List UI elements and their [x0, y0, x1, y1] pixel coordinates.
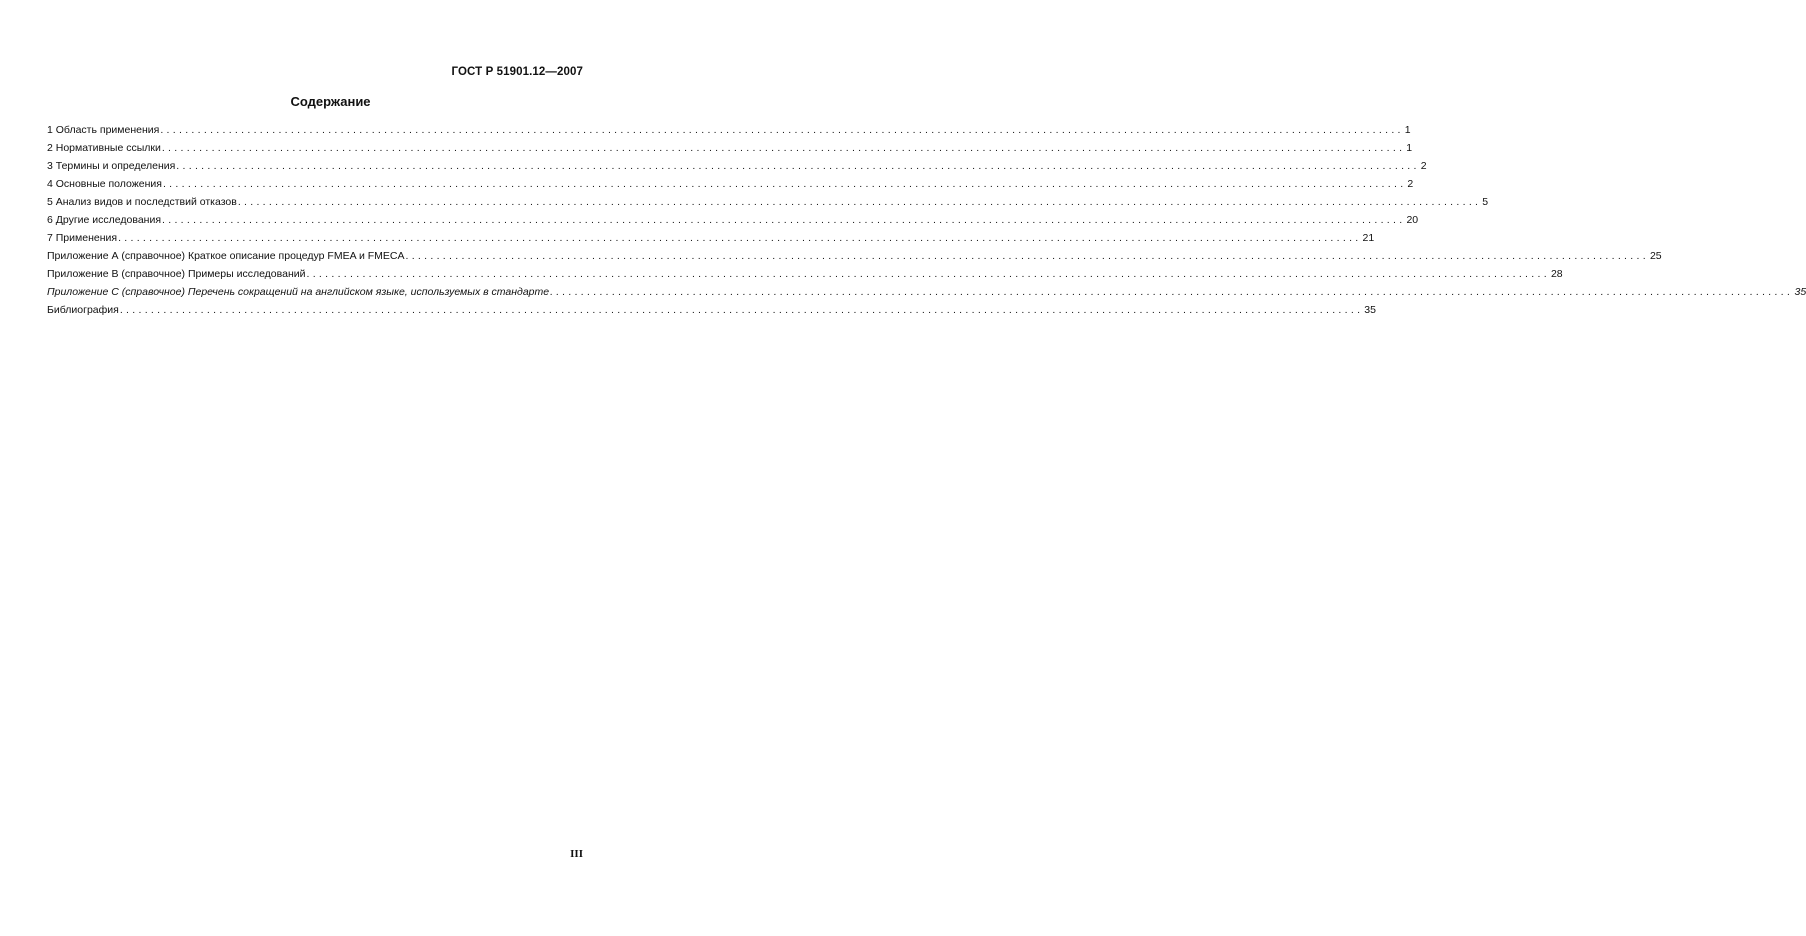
- toc-entry-text: 6 Другие исследования: [47, 214, 162, 226]
- toc-leader-dots: ........................................................................................................................................................................................................: [176, 160, 1420, 172]
- toc-entry-text: 7 Применения: [47, 232, 118, 244]
- toc-entry-text: Приложение С (справочное) Перечень сокращений на английском языке, используемых в стандарте: [47, 286, 550, 298]
- toc-entry[interactable]: [47, 229, 1375, 247]
- toc-entry[interactable]: [47, 157, 1427, 175]
- toc-entry-page: 35: [1794, 286, 1806, 298]
- toc-leader-dots: ........................................................................................................................................................................................................: [162, 214, 1406, 226]
- toc-entry[interactable]: [47, 265, 1563, 283]
- toc-title: Содержание: [290, 94, 371, 109]
- toc-entry-page: 28: [1550, 268, 1563, 280]
- toc-entry-page: 1: [1404, 124, 1411, 136]
- toc-leader-dots: ........................................................................................................................................................................................................: [119, 304, 1364, 316]
- toc-entry-text: 1 Область применения: [47, 124, 160, 136]
- toc-leader-dots: ........................................................................................................................................................................................................: [162, 178, 1407, 190]
- toc-entry-text: 3 Термины и определения: [47, 160, 176, 172]
- toc-entry-page: 35: [1364, 304, 1376, 316]
- toc-entry-text: Приложение В (справочное) Примеры исследований: [47, 268, 306, 280]
- toc-leader-dots: ........................................................................................................................................................................................................: [118, 232, 1362, 244]
- table-of-contents: [47, 121, 1806, 319]
- toc-entry-text: 5 Анализ видов и последствий отказов: [47, 196, 237, 208]
- toc-entry[interactable]: [47, 211, 1419, 229]
- toc-entry[interactable]: [47, 139, 1413, 157]
- toc-entry-text: Приложение А (справочное) Краткое описание процедур FMEA и FMECA: [47, 250, 405, 262]
- toc-entry[interactable]: [47, 283, 1806, 301]
- toc-entry-text: 2 Нормативные ссылки: [47, 142, 161, 154]
- toc-entry[interactable]: [47, 301, 1376, 319]
- toc-entry[interactable]: [47, 175, 1414, 193]
- toc-entry-page: 1: [1406, 142, 1413, 154]
- toc-entry-text: Библиография: [47, 304, 119, 316]
- toc-leader-dots: ........................................................................................................................................................................................................: [405, 250, 1649, 262]
- toc-leader-dots: ........................................................................................................................................................................................................: [550, 286, 1794, 298]
- toc-entry-page: 21: [1362, 232, 1375, 244]
- toc-entry-page: 2: [1407, 178, 1414, 190]
- toc-leader-dots: ........................................................................................................................................................................................................: [160, 124, 1404, 136]
- toc-entry[interactable]: [47, 121, 1411, 139]
- toc-entry-text: 4 Основные положения: [47, 178, 162, 190]
- toc-leader-dots: ........................................................................................................................................................................................................: [161, 142, 1406, 154]
- toc-entry-page: 5: [1482, 196, 1489, 208]
- document-code: ГОСТ Р 51901.12—2007: [451, 66, 583, 78]
- toc-entry-page: 20: [1406, 214, 1419, 226]
- toc-entry[interactable]: [47, 193, 1489, 211]
- toc-entry-page: 2: [1420, 160, 1427, 172]
- toc-leader-dots: ........................................................................................................................................................................................................: [237, 196, 1482, 208]
- page-number: III: [570, 848, 583, 860]
- toc-leader-dots: ........................................................................................................................................................................................................: [306, 268, 1550, 280]
- toc-entry-page: 25: [1649, 250, 1662, 262]
- toc-entry[interactable]: [47, 247, 1662, 265]
